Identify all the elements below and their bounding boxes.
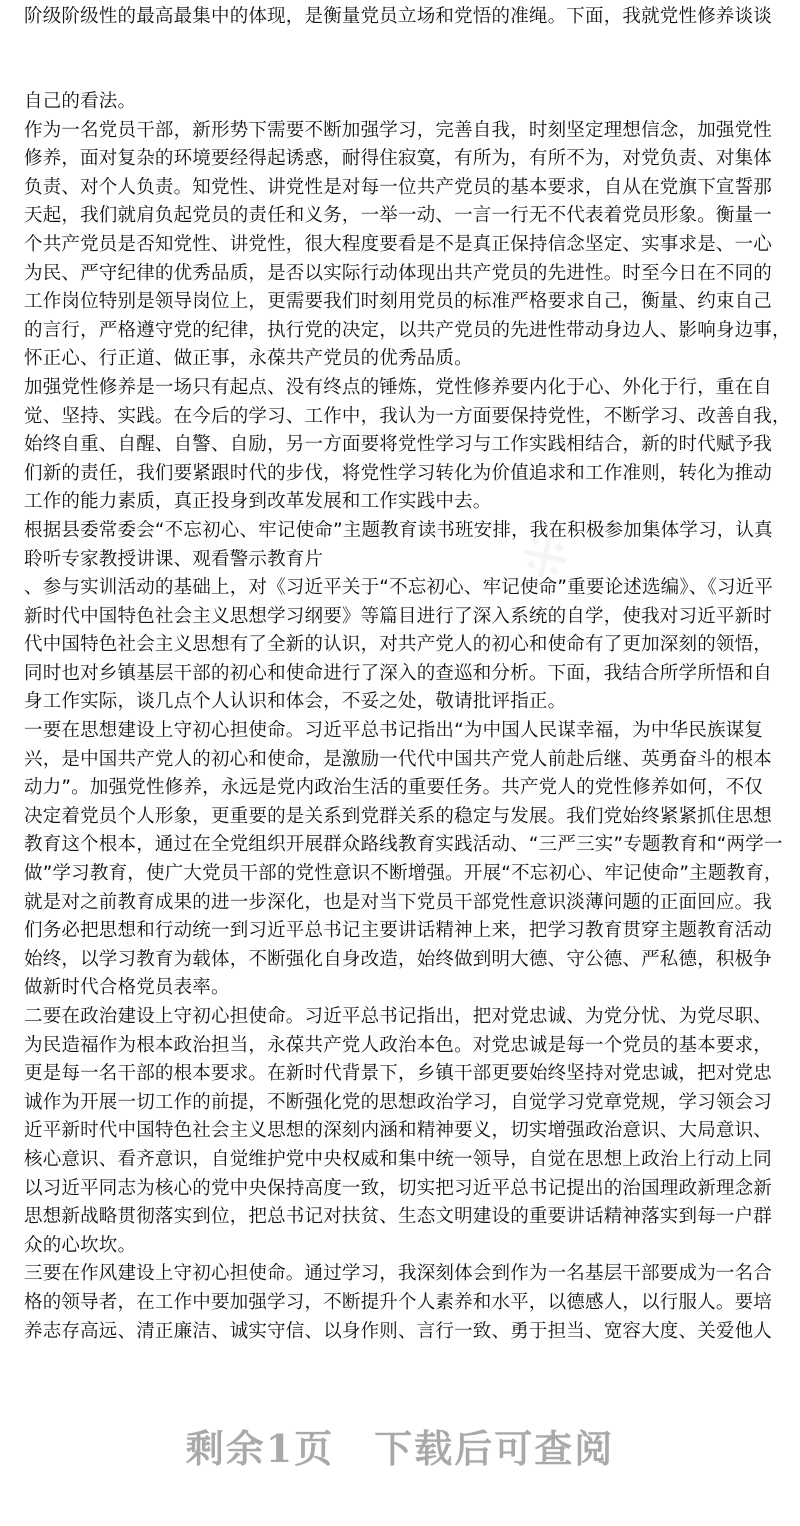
text-line: 近平新时代中国特色社会主义思想的深刻内涵和精神要义，切实增强政治意识、大局意识、 bbox=[24, 1120, 773, 1142]
text-line: 思想新战略贯彻落实到位，把总书记对扶贫、生态文明建设的重要讲话精神落实到每一户群 bbox=[24, 1206, 773, 1228]
text-line: 为民造福作为根本政治担当，永葆共产党人政治本色。对党忠诚是每一个党员的基本要求， bbox=[24, 1034, 773, 1056]
text-line: 就是对之前教育成果的进一步深化，也是对当下党员干部党性意识淡薄问题的正面回应。我 bbox=[24, 891, 773, 913]
text-line: 自己的看法。 bbox=[24, 91, 137, 112]
paragraph bbox=[24, 374, 791, 517]
text-line: 新时代中国特色社会主义思想学习纲要》等篇目进行了深入系统的自学，使我对习近平新时 bbox=[24, 605, 773, 627]
text-line: 负责、对个人负责。知党性、讲党性是对每一位共产党员的基本要求，自从在党旗下宣誓那 bbox=[24, 176, 773, 198]
download-hint-label[interactable]: 下载后可查阅 bbox=[374, 1426, 615, 1471]
text-line: 做新时代合格党员表率。 bbox=[24, 977, 230, 999]
text-line: 、参与实训活动的基础上，对《习近平关于“不忘初心、牢记使命”重要论述选编》、《习近平 bbox=[24, 577, 774, 599]
document-body bbox=[24, 88, 791, 1346]
text-line: 阶级阶级性的最高最集中的体现，是衡量党员立场和党悟的准绳。下面，我就党性修养谈谈 bbox=[24, 6, 773, 27]
text-line: 们新的责任，我们要紧跟时代的步伐，将党性学习转化为价值追求和工作准则，转化为推动 bbox=[24, 462, 773, 484]
text-line: 教育这个根本，通过在全党组织开展群众路线教育实践活动、“三严三实”专题教育和“两学一 bbox=[24, 834, 783, 856]
text-line: 决定着党员个人形象，更重要的是关系到党群关系的稳定与发展。我们党始终紧紧抓住思想 bbox=[24, 805, 773, 827]
text-line: 们务必把思想和行动统一到习近平总书记主要讲话精神上来，把学习教育贯穿主题教育活动 bbox=[24, 920, 773, 942]
text-line: 始终，以学习教育为载体，不断强化自身改造，始终做到明大德、守公德、严私德，积极争 bbox=[24, 948, 773, 970]
text-line: 个共产党员是否知党性、讲党性，很大程度要看是不是真正保持信念坚定、实事求是、一心 bbox=[24, 233, 773, 255]
text-line: 工作岗位特别是领导岗位上，更需要我们时刻用党员的标准严格要求自己，衡量、约束自己 bbox=[24, 291, 773, 313]
text-line: 三要在作风建设上守初心担使命。通过学习，我深刻体会到作为一名基层干部要成为一名合 bbox=[24, 1263, 773, 1285]
text-line: 一要在思想建设上守初心担使命。习近平总书记指出“为中国人民谋幸福，为中华民族谋复 bbox=[24, 720, 764, 742]
paragraph bbox=[24, 1003, 780, 1260]
text-line: 更是每一名干部的根本要求。在新时代背景下，乡镇干部更要始终坚持对党忠诚，把对党忠 bbox=[24, 1063, 773, 1085]
paragraph bbox=[24, 517, 780, 717]
text-line: 修养，面对复杂的环境要经得起诱惑，耐得住寂寞，有所为，有所不为，对党负责、对集体 bbox=[24, 148, 773, 170]
top-truncated-text bbox=[24, 0, 780, 32]
paragraph bbox=[24, 717, 783, 1003]
cut-line bbox=[24, 0, 780, 3]
text-line: 以习近平同志为核心的党中央保持高度一致，切实把习近平总书记提出的治国理政新理念新 bbox=[24, 1177, 773, 1199]
text-line: 为民、严守纪律的优秀品质，是否以实际行动体现出共产党员的先进性。时至今日在不同的 bbox=[24, 262, 773, 284]
text-line: 怀正心、行正道、做正事，永葆共产党员的优秀品质。 bbox=[24, 348, 473, 370]
text-line: 同时也对乡镇基层干部的初心和使命进行了深入的查巡和分析。下面，我结合所学所悟和自 bbox=[24, 662, 773, 684]
text-line: 作为一名党员干部，新形势下需要不断加强学习，完善自我，时刻坚定理想信念，加强党性 bbox=[24, 119, 773, 141]
remaining-pages-label: 剩余1页 bbox=[185, 1426, 335, 1471]
watermark: ※ bbox=[505, 509, 593, 601]
text-line: 格的领导者，在工作中要加强学习，不断提升个人素养和水平，以德感人，以行服人。要培 bbox=[24, 1291, 773, 1313]
text-line: 的言行，严格遵守党的纪律，执行党的决定，以共产党员的先进性带动身边人、影响身边事， bbox=[24, 319, 791, 341]
text-line: 工作的能力素质，真正投身到改革发展和工作实践中去。 bbox=[24, 491, 492, 513]
text-line: 动力”。加强党性修养，永远是党内政治生活的重要任务。共产党人的党性修养如何，不仅 bbox=[24, 777, 764, 799]
text-line: 核心意识、看齐意识，自觉维护党中央权威和集中统一领导，自觉在思想上政治上行动上同 bbox=[24, 1148, 773, 1170]
text-line: 觉、坚持、实践。在今后的学习、工作中，我认为一方面要保持党性，不断学习、改善自我， bbox=[24, 405, 791, 427]
paragraph bbox=[24, 117, 791, 374]
text-line: 身工作实际，谈几点个人认识和体会，不妥之处，敬请批评指正。 bbox=[24, 691, 567, 713]
text-line: 天起，我们就肩负起党员的责任和义务，一举一动、一言一行无不代表着党员形象。衡量一 bbox=[24, 205, 773, 227]
paragraph bbox=[24, 88, 780, 117]
text-line: 兴，是中国共产党人的初心和使命，是激励一代代中国共产党人前赴后继、英勇奋斗的根本 bbox=[24, 748, 773, 770]
remaining-pages-banner[interactable] bbox=[0, 1418, 800, 1473]
paragraph bbox=[24, 1260, 780, 1346]
text-line: 加强党性修养是一场只有起点、没有终点的锤炼，党性修养要内化于心、外化于行，重在自 bbox=[24, 376, 773, 398]
text-line: 代中国特色社会主义思想有了全新的认识，对共产党人的初心和使命有了更加深刻的领悟， bbox=[24, 634, 773, 656]
text-line: 始终自重、自醒、自警、自励，另一方面要将党性学习与工作实践相结合，新的时代赋予我 bbox=[24, 434, 773, 456]
text-line: 做”学习教育，使广大党员干部的党性意识不断增强。开展“不忘初心、牢记使命”主题教育， bbox=[24, 863, 783, 885]
text-line: 根据县委常委会“不忘初心、牢记使命”主题教育读书班安排，我在积极参加集体学习，认真 bbox=[24, 519, 773, 541]
text-line: 养志存高远、清正廉洁、诚实守信、以身作则、言行一致、勇于担当、宽容大度、关爱他人 bbox=[24, 1320, 773, 1342]
text-line: 诚作为开展一切工作的前提，不断强化党的思想政治学习，自觉学习党章党规，学习领会习 bbox=[24, 1091, 773, 1113]
text-line: 众的心坎坎。 bbox=[24, 1234, 137, 1256]
text-line: 二要在政治建设上守初心担使命。习近平总书记指出，把对党忠诚、为党分忧、为党尽职、 bbox=[24, 1006, 773, 1027]
text-line: 聆听专家教授讲课、观看警示教育片 bbox=[24, 548, 324, 570]
